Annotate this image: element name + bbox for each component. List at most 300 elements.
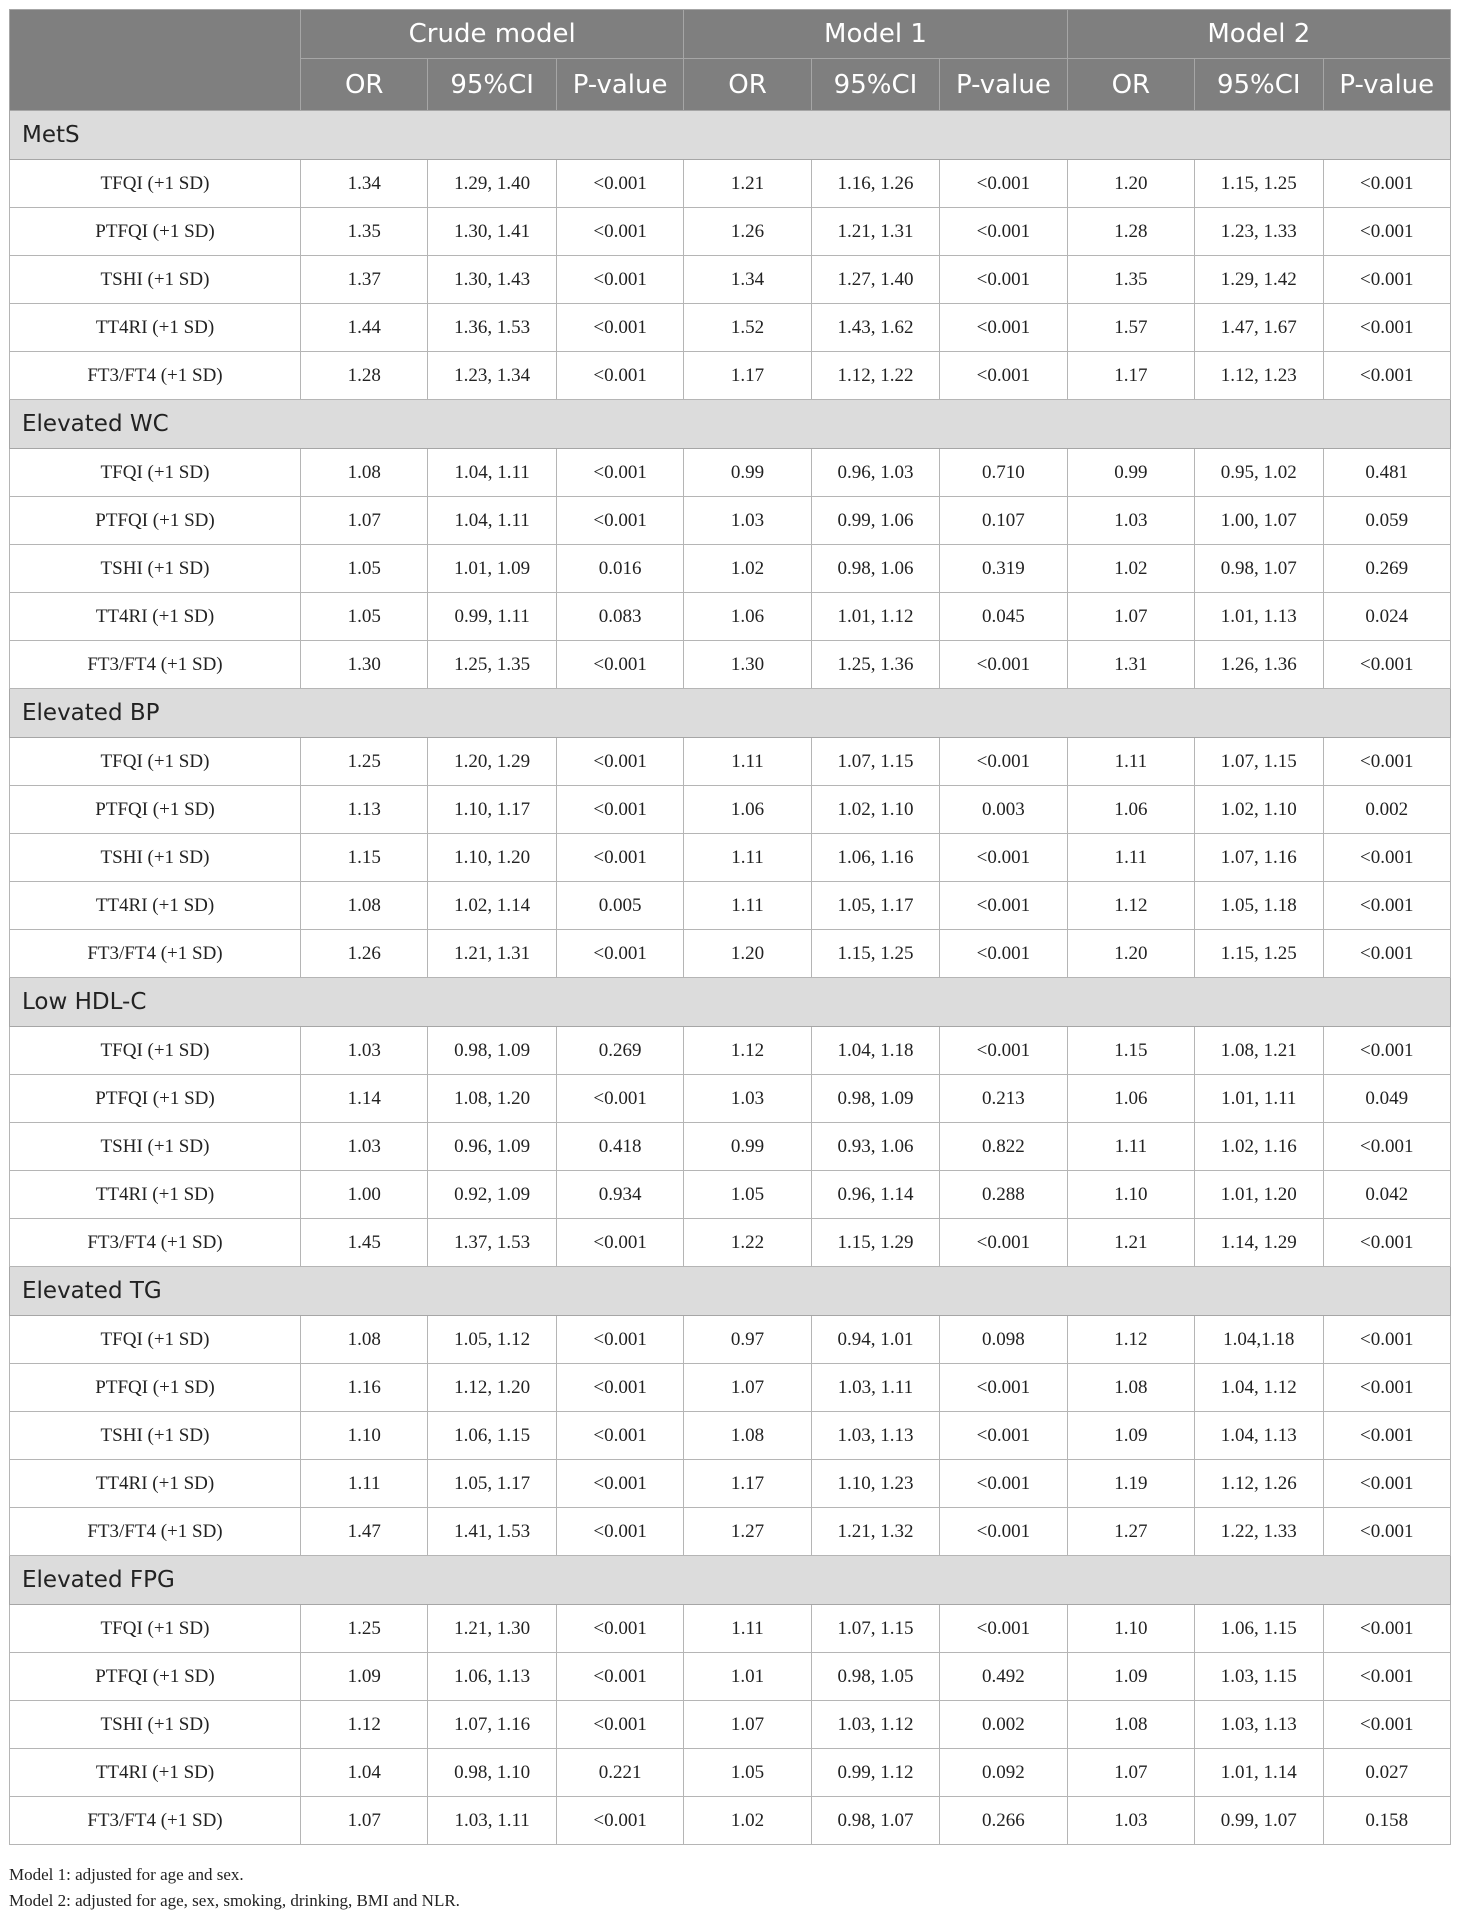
cell-pvalue: 0.269 (1323, 545, 1451, 593)
cell-or: 1.04 (301, 1749, 428, 1797)
cell-or: 1.07 (301, 497, 428, 545)
cell-ci: 1.10, 1.17 (428, 786, 556, 834)
row-label: TSHI (+1 SD) (10, 1412, 301, 1460)
cell-pvalue: <0.001 (1323, 1701, 1451, 1749)
cell-ci: 0.99, 1.06 (811, 497, 939, 545)
row-label: TT4RI (+1 SD) (10, 1171, 301, 1219)
cell-or: 1.22 (684, 1219, 811, 1267)
cell-or: 1.15 (301, 834, 428, 882)
cell-or: 1.03 (301, 1027, 428, 1075)
cell-pvalue: 0.098 (940, 1316, 1067, 1364)
cell-pvalue: <0.001 (1323, 304, 1451, 352)
row-label: PTFQI (+1 SD) (10, 497, 301, 545)
row-label: TT4RI (+1 SD) (10, 304, 301, 352)
group-label: MetS (10, 111, 1451, 160)
cell-pvalue: 0.158 (1323, 1797, 1451, 1845)
cell-pvalue: <0.001 (1323, 1316, 1451, 1364)
cell-ci: 1.21, 1.32 (811, 1508, 939, 1556)
cell-or: 1.00 (301, 1171, 428, 1219)
cell-or: 1.09 (301, 1653, 428, 1701)
cell-pvalue: <0.001 (1323, 1412, 1451, 1460)
cell-or: 0.99 (1067, 449, 1194, 497)
row-label: TSHI (+1 SD) (10, 1701, 301, 1749)
cell-ci: 1.15, 1.25 (1195, 930, 1323, 978)
group-label: Low HDL-C (10, 978, 1451, 1027)
cell-ci: 0.98, 1.09 (811, 1075, 939, 1123)
cell-or: 1.27 (684, 1508, 811, 1556)
cell-pvalue: <0.001 (556, 738, 683, 786)
cell-or: 1.11 (1067, 1123, 1194, 1171)
cell-or: 1.03 (1067, 1797, 1194, 1845)
cell-or: 1.09 (1067, 1412, 1194, 1460)
cell-ci: 1.01, 1.12 (811, 593, 939, 641)
cell-ci: 0.98, 1.07 (811, 1797, 939, 1845)
cell-ci: 1.02, 1.16 (1195, 1123, 1323, 1171)
cell-or: 1.02 (1067, 545, 1194, 593)
row-label: PTFQI (+1 SD) (10, 1075, 301, 1123)
table-row (10, 1171, 1451, 1219)
cell-ci: 1.23, 1.34 (428, 352, 556, 400)
cell-ci: 1.04,1.18 (1195, 1316, 1323, 1364)
cell-or: 1.10 (1067, 1605, 1194, 1653)
cell-ci: 0.99, 1.11 (428, 593, 556, 641)
cell-ci: 1.02, 1.10 (811, 786, 939, 834)
cell-or: 1.07 (301, 1797, 428, 1845)
row-label: TFQI (+1 SD) (10, 1316, 301, 1364)
cell-or: 1.06 (1067, 1075, 1194, 1123)
table-row (10, 1653, 1451, 1701)
cell-pvalue: <0.001 (1323, 882, 1451, 930)
cell-pvalue: <0.001 (556, 1460, 683, 1508)
cell-or: 1.02 (684, 1797, 811, 1845)
cell-pvalue: <0.001 (1323, 641, 1451, 689)
cell-pvalue: <0.001 (940, 834, 1067, 882)
cell-ci: 1.03, 1.11 (428, 1797, 556, 1845)
cell-pvalue: <0.001 (1323, 1364, 1451, 1412)
table-row (10, 1508, 1451, 1556)
cell-or: 1.26 (684, 208, 811, 256)
cell-ci: 0.98, 1.07 (1195, 545, 1323, 593)
cell-or: 1.20 (684, 930, 811, 978)
cell-pvalue: <0.001 (940, 1364, 1067, 1412)
table-row (10, 1219, 1451, 1267)
cell-pvalue: <0.001 (556, 304, 683, 352)
table-row (10, 352, 1451, 400)
cell-ci: 1.04, 1.12 (1195, 1364, 1323, 1412)
cell-ci: 1.01, 1.20 (1195, 1171, 1323, 1219)
cell-ci: 1.05, 1.12 (428, 1316, 556, 1364)
cell-pvalue: 0.002 (1323, 786, 1451, 834)
cell-ci: 1.01, 1.13 (1195, 593, 1323, 641)
cell-ci: 1.21, 1.30 (428, 1605, 556, 1653)
row-label: TSHI (+1 SD) (10, 545, 301, 593)
row-label: TSHI (+1 SD) (10, 834, 301, 882)
cell-pvalue: 0.319 (940, 545, 1067, 593)
cell-ci: 0.98, 1.10 (428, 1749, 556, 1797)
table-row (10, 641, 1451, 689)
cell-or: 1.25 (301, 738, 428, 786)
cell-ci: 1.23, 1.33 (1195, 208, 1323, 256)
cell-or: 1.34 (301, 160, 428, 208)
cell-or: 1.20 (1067, 930, 1194, 978)
cell-or: 1.13 (301, 786, 428, 834)
cell-or: 1.08 (301, 449, 428, 497)
table-row (10, 1316, 1451, 1364)
row-label: FT3/FT4 (+1 SD) (10, 1219, 301, 1267)
group-row (10, 111, 1451, 160)
cell-pvalue: <0.001 (940, 304, 1067, 352)
row-label: FT3/FT4 (+1 SD) (10, 641, 301, 689)
cell-or: 1.12 (301, 1701, 428, 1749)
cell-ci: 1.04, 1.11 (428, 497, 556, 545)
cell-pvalue: <0.001 (940, 882, 1067, 930)
cell-or: 1.21 (684, 160, 811, 208)
cell-pvalue: <0.001 (1323, 834, 1451, 882)
cell-ci: 1.05, 1.17 (428, 1460, 556, 1508)
cell-or: 1.06 (1067, 786, 1194, 834)
cell-ci: 1.03, 1.11 (811, 1364, 939, 1412)
cell-pvalue: 0.481 (1323, 449, 1451, 497)
cell-pvalue: 0.005 (556, 882, 683, 930)
cell-pvalue: <0.001 (1323, 1123, 1451, 1171)
cell-ci: 1.08, 1.21 (1195, 1027, 1323, 1075)
cell-or: 1.02 (684, 545, 811, 593)
cell-ci: 1.12, 1.26 (1195, 1460, 1323, 1508)
header-ci: 95%CI (1195, 59, 1323, 111)
cell-pvalue: <0.001 (556, 208, 683, 256)
cell-ci: 1.37, 1.53 (428, 1219, 556, 1267)
cell-pvalue: <0.001 (940, 1508, 1067, 1556)
cell-ci: 0.99, 1.12 (811, 1749, 939, 1797)
results-table (9, 9, 1451, 1845)
cell-ci: 1.12, 1.20 (428, 1364, 556, 1412)
group-row (10, 1267, 1451, 1316)
cell-ci: 1.07, 1.15 (1195, 738, 1323, 786)
row-label: FT3/FT4 (+1 SD) (10, 1508, 301, 1556)
cell-pvalue: <0.001 (940, 1412, 1067, 1460)
cell-ci: 1.30, 1.43 (428, 256, 556, 304)
cell-ci: 1.25, 1.35 (428, 641, 556, 689)
cell-ci: 1.41, 1.53 (428, 1508, 556, 1556)
cell-ci: 1.21, 1.31 (428, 930, 556, 978)
cell-ci: 0.96, 1.09 (428, 1123, 556, 1171)
row-label: PTFQI (+1 SD) (10, 1653, 301, 1701)
cell-ci: 0.96, 1.14 (811, 1171, 939, 1219)
group-row (10, 400, 1451, 449)
cell-ci: 1.10, 1.23 (811, 1460, 939, 1508)
cell-or: 1.14 (301, 1075, 428, 1123)
cell-ci: 1.14, 1.29 (1195, 1219, 1323, 1267)
cell-or: 1.05 (684, 1171, 811, 1219)
cell-ci: 1.16, 1.26 (811, 160, 939, 208)
row-label: FT3/FT4 (+1 SD) (10, 1797, 301, 1845)
cell-ci: 1.06, 1.13 (428, 1653, 556, 1701)
cell-ci: 1.25, 1.36 (811, 641, 939, 689)
cell-or: 1.15 (1067, 1027, 1194, 1075)
cell-or: 1.08 (301, 1316, 428, 1364)
cell-pvalue: <0.001 (1323, 160, 1451, 208)
cell-pvalue: 0.002 (940, 1701, 1067, 1749)
cell-ci: 1.27, 1.40 (811, 256, 939, 304)
row-label: TT4RI (+1 SD) (10, 593, 301, 641)
cell-pvalue: 0.221 (556, 1749, 683, 1797)
cell-pvalue: <0.001 (940, 641, 1067, 689)
cell-or: 1.20 (1067, 160, 1194, 208)
cell-or: 1.26 (301, 930, 428, 978)
cell-pvalue: <0.001 (556, 1219, 683, 1267)
cell-ci: 1.07, 1.16 (428, 1701, 556, 1749)
cell-ci: 1.43, 1.62 (811, 304, 939, 352)
cell-pvalue: <0.001 (940, 738, 1067, 786)
cell-pvalue: 0.059 (1323, 497, 1451, 545)
cell-or: 1.35 (1067, 256, 1194, 304)
cell-pvalue: 0.710 (940, 449, 1067, 497)
row-label: FT3/FT4 (+1 SD) (10, 352, 301, 400)
header-pvalue: P-value (556, 59, 683, 111)
table-row (10, 1027, 1451, 1075)
cell-ci: 1.07, 1.15 (811, 1605, 939, 1653)
cell-ci: 1.03, 1.13 (1195, 1701, 1323, 1749)
footnote-model-1: Model 1: adjusted for age and sex. (9, 1865, 244, 1884)
cell-ci: 1.30, 1.41 (428, 208, 556, 256)
header-pvalue: P-value (1323, 59, 1451, 111)
cell-or: 1.11 (684, 882, 811, 930)
cell-or: 0.99 (684, 449, 811, 497)
cell-or: 1.57 (1067, 304, 1194, 352)
row-label: TFQI (+1 SD) (10, 160, 301, 208)
cell-or: 1.10 (301, 1412, 428, 1460)
table-row (10, 834, 1451, 882)
cell-or: 1.03 (684, 1075, 811, 1123)
table-row (10, 1460, 1451, 1508)
cell-or: 1.12 (1067, 1316, 1194, 1364)
cell-or: 1.11 (684, 834, 811, 882)
cell-pvalue: <0.001 (1323, 930, 1451, 978)
table-row (10, 449, 1451, 497)
cell-ci: 1.03, 1.12 (811, 1701, 939, 1749)
group-label: Elevated BP (10, 689, 1451, 738)
cell-pvalue: <0.001 (1323, 352, 1451, 400)
cell-pvalue: 0.269 (556, 1027, 683, 1075)
cell-ci: 1.01, 1.11 (1195, 1075, 1323, 1123)
cell-pvalue: <0.001 (556, 449, 683, 497)
row-label: PTFQI (+1 SD) (10, 786, 301, 834)
cell-or: 1.11 (301, 1460, 428, 1508)
table-row (10, 1749, 1451, 1797)
table-row (10, 545, 1451, 593)
cell-pvalue: <0.001 (1323, 1653, 1451, 1701)
cell-or: 1.07 (1067, 593, 1194, 641)
cell-ci: 1.47, 1.67 (1195, 304, 1323, 352)
header-corner-cell (10, 10, 301, 111)
cell-pvalue: 0.024 (1323, 593, 1451, 641)
cell-or: 1.05 (301, 545, 428, 593)
row-label: PTFQI (+1 SD) (10, 208, 301, 256)
cell-ci: 1.21, 1.31 (811, 208, 939, 256)
row-label: FT3/FT4 (+1 SD) (10, 930, 301, 978)
group-label: Elevated FPG (10, 1556, 1451, 1605)
cell-pvalue: 0.049 (1323, 1075, 1451, 1123)
cell-or: 1.52 (684, 304, 811, 352)
cell-or: 1.03 (684, 497, 811, 545)
cell-or: 1.11 (684, 738, 811, 786)
cell-pvalue: <0.001 (556, 1653, 683, 1701)
cell-or: 1.10 (1067, 1171, 1194, 1219)
cell-pvalue: 0.045 (940, 593, 1067, 641)
cell-pvalue: <0.001 (1323, 1460, 1451, 1508)
cell-ci: 0.92, 1.09 (428, 1171, 556, 1219)
cell-or: 1.17 (684, 352, 811, 400)
cell-or: 1.08 (1067, 1364, 1194, 1412)
group-label: Elevated TG (10, 1267, 1451, 1316)
group-row (10, 1556, 1451, 1605)
cell-or: 1.08 (1067, 1701, 1194, 1749)
cell-or: 1.44 (301, 304, 428, 352)
cell-ci: 1.12, 1.22 (811, 352, 939, 400)
table-row (10, 256, 1451, 304)
cell-ci: 1.29, 1.42 (1195, 256, 1323, 304)
cell-pvalue: 0.016 (556, 545, 683, 593)
cell-ci: 1.20, 1.29 (428, 738, 556, 786)
cell-pvalue: <0.001 (556, 930, 683, 978)
cell-ci: 1.03, 1.13 (811, 1412, 939, 1460)
cell-ci: 0.98, 1.09 (428, 1027, 556, 1075)
cell-pvalue: 0.418 (556, 1123, 683, 1171)
cell-pvalue: <0.001 (1323, 738, 1451, 786)
cell-or: 1.35 (301, 208, 428, 256)
group-label: Elevated WC (10, 400, 1451, 449)
cell-or: 1.21 (1067, 1219, 1194, 1267)
cell-pvalue: 0.027 (1323, 1749, 1451, 1797)
table-body (10, 111, 1451, 1845)
footnote-model-2: Model 2: adjusted for age, sex, smoking, drinking, BMI and NLR. (9, 1891, 460, 1910)
table-row (10, 1364, 1451, 1412)
header-ci: 95%CI (428, 59, 556, 111)
cell-pvalue: <0.001 (1323, 1027, 1451, 1075)
table-row (10, 1123, 1451, 1171)
cell-pvalue: <0.001 (940, 352, 1067, 400)
cell-ci: 1.01, 1.14 (1195, 1749, 1323, 1797)
row-label: TT4RI (+1 SD) (10, 882, 301, 930)
table-row (10, 208, 1451, 256)
cell-ci: 0.94, 1.01 (811, 1316, 939, 1364)
cell-or: 1.17 (1067, 352, 1194, 400)
cell-ci: 0.98, 1.05 (811, 1653, 939, 1701)
cell-pvalue: <0.001 (556, 352, 683, 400)
group-row (10, 978, 1451, 1027)
cell-pvalue: <0.001 (556, 1364, 683, 1412)
cell-or: 1.06 (684, 593, 811, 641)
cell-ci: 1.01, 1.09 (428, 545, 556, 593)
header-or: OR (301, 59, 428, 111)
row-label: PTFQI (+1 SD) (10, 1364, 301, 1412)
cell-ci: 1.04, 1.13 (1195, 1412, 1323, 1460)
cell-pvalue: <0.001 (940, 208, 1067, 256)
table-row (10, 1412, 1451, 1460)
cell-or: 1.45 (301, 1219, 428, 1267)
table-header (10, 10, 1451, 111)
cell-or: 1.47 (301, 1508, 428, 1556)
row-label: TT4RI (+1 SD) (10, 1749, 301, 1797)
cell-pvalue: <0.001 (1323, 1605, 1451, 1653)
cell-or: 1.28 (301, 352, 428, 400)
header-ci: 95%CI (811, 59, 939, 111)
cell-pvalue: <0.001 (556, 1316, 683, 1364)
table-row (10, 497, 1451, 545)
cell-pvalue: 0.288 (940, 1171, 1067, 1219)
footnotes (9, 1862, 460, 1914)
row-label: TSHI (+1 SD) (10, 256, 301, 304)
table-row (10, 593, 1451, 641)
header-pvalue: P-value (940, 59, 1067, 111)
row-label: TSHI (+1 SD) (10, 1123, 301, 1171)
cell-pvalue: 0.822 (940, 1123, 1067, 1171)
table-row (10, 786, 1451, 834)
header-model-1: Model 1 (684, 10, 1067, 59)
cell-pvalue: <0.001 (556, 1797, 683, 1845)
cell-ci: 1.36, 1.53 (428, 304, 556, 352)
cell-pvalue: <0.001 (556, 497, 683, 545)
cell-or: 1.01 (684, 1653, 811, 1701)
table-row (10, 738, 1451, 786)
cell-or: 1.05 (684, 1749, 811, 1797)
cell-pvalue: <0.001 (556, 256, 683, 304)
cell-or: 1.11 (684, 1605, 811, 1653)
cell-pvalue: 0.083 (556, 593, 683, 641)
cell-or: 1.06 (684, 786, 811, 834)
row-label: TFQI (+1 SD) (10, 449, 301, 497)
cell-pvalue: <0.001 (556, 1412, 683, 1460)
group-row (10, 689, 1451, 738)
cell-pvalue: <0.001 (556, 1508, 683, 1556)
cell-pvalue: <0.001 (556, 786, 683, 834)
cell-ci: 1.06, 1.15 (428, 1412, 556, 1460)
cell-or: 1.07 (684, 1364, 811, 1412)
cell-or: 1.34 (684, 256, 811, 304)
cell-pvalue: <0.001 (1323, 1508, 1451, 1556)
cell-pvalue: 0.266 (940, 1797, 1067, 1845)
row-label: TFQI (+1 SD) (10, 738, 301, 786)
cell-ci: 1.06, 1.15 (1195, 1605, 1323, 1653)
cell-pvalue: 0.934 (556, 1171, 683, 1219)
cell-ci: 1.29, 1.40 (428, 160, 556, 208)
cell-ci: 1.06, 1.16 (811, 834, 939, 882)
table-row (10, 160, 1451, 208)
table-row (10, 1701, 1451, 1749)
cell-or: 1.03 (301, 1123, 428, 1171)
cell-ci: 0.93, 1.06 (811, 1123, 939, 1171)
cell-ci: 1.04, 1.11 (428, 449, 556, 497)
cell-or: 1.37 (301, 256, 428, 304)
cell-pvalue: <0.001 (940, 1605, 1067, 1653)
cell-pvalue: 0.003 (940, 786, 1067, 834)
results-table-container (9, 9, 1451, 1845)
cell-ci: 1.02, 1.14 (428, 882, 556, 930)
cell-ci: 1.12, 1.23 (1195, 352, 1323, 400)
table-row (10, 1075, 1451, 1123)
cell-or: 1.12 (1067, 882, 1194, 930)
cell-or: 1.08 (301, 882, 428, 930)
cell-ci: 1.15, 1.29 (811, 1219, 939, 1267)
cell-or: 1.19 (1067, 1460, 1194, 1508)
row-label: TT4RI (+1 SD) (10, 1460, 301, 1508)
cell-or: 1.12 (684, 1027, 811, 1075)
table-row (10, 882, 1451, 930)
header-model-crude: Crude model (301, 10, 684, 59)
cell-or: 1.30 (684, 641, 811, 689)
row-label: TFQI (+1 SD) (10, 1027, 301, 1075)
cell-ci: 1.05, 1.17 (811, 882, 939, 930)
